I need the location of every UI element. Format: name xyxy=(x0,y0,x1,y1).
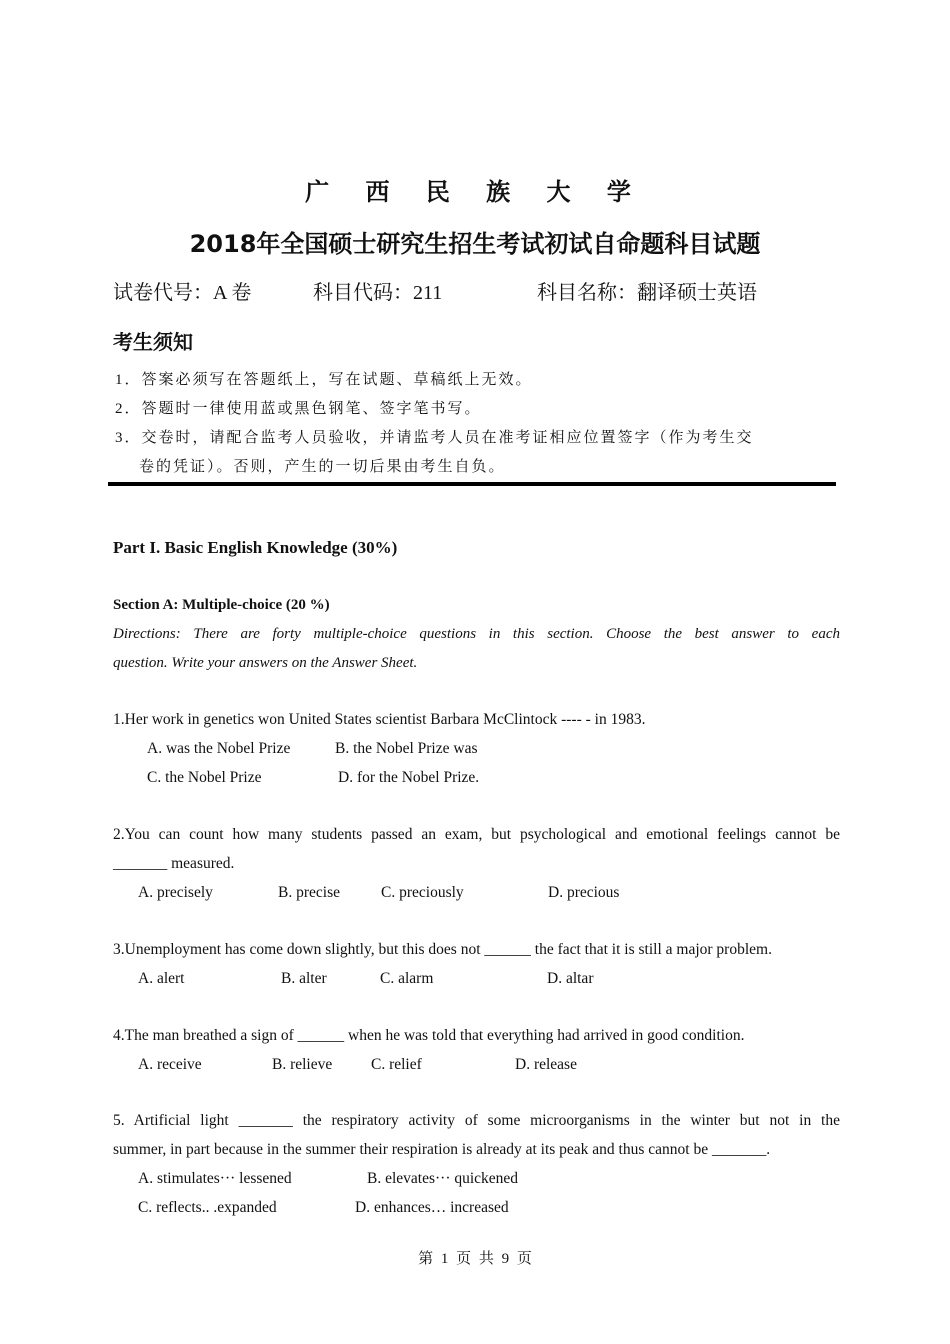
question-2: 2.You can count how many students passed an exam, but psychological and emotional feelings cannot be xyxy=(113,826,840,843)
q4-option-d: D. release xyxy=(515,1056,577,1073)
notice-item-3: 3．交卷时，请配合监考人员验收，并请监考人员在准考证相应位置签字（作为考生交 xyxy=(115,430,754,446)
question-2-cont: _______ measured. xyxy=(113,855,235,872)
q3-option-d: D. altar xyxy=(547,970,594,987)
notice-item-3-cont: 卷的凭证）。否则，产生的一切后果由考生自负。 xyxy=(139,459,506,475)
subject-name: 科目名称：翻译硕士英语 xyxy=(537,282,757,304)
q1-option-b: B. the Nobel Prize was xyxy=(335,740,478,757)
q3-option-b: B. alter xyxy=(281,970,327,987)
subject-code: 科目代码：211 xyxy=(313,282,443,304)
q2-option-d: D. precious xyxy=(548,884,620,901)
q5-option-c: C. reflects.. .expanded xyxy=(138,1199,277,1216)
q4-option-c: C. relief xyxy=(371,1056,422,1073)
exam-title: 2018年全国硕士研究生招生考试初试自命题科目试题 xyxy=(189,230,761,258)
q1-option-d: D. for the Nobel Prize. xyxy=(338,769,480,786)
q4-option-b: B. relieve xyxy=(272,1056,333,1073)
q4-option-a: A. receive xyxy=(138,1056,202,1073)
directions-line-2: question. Write your answers on the Answer Sheet. xyxy=(113,655,418,671)
q1-option-a: A. was the Nobel Prize xyxy=(147,740,291,757)
notice-title: 考生须知 xyxy=(113,330,193,354)
question-5: 5. Artificial light _______ the respiratory activity of some microorganisms in the winter but not in the xyxy=(113,1112,840,1129)
directions-line-1: Directions: There are forty multiple-choice questions in this section. Choose the best answer to each xyxy=(113,626,840,642)
q1-option-c: C. the Nobel Prize xyxy=(147,769,262,786)
page-number: 第 1 页 共 9 页 xyxy=(418,1251,532,1267)
question-3: 3.Unemployment has come down slightly, but this does not ______ the fact that it is still a major problem. xyxy=(113,941,772,958)
question-5-cont: summer, in part because in the summer their respiration is already at its peak and thus cannot be _______. xyxy=(113,1141,771,1158)
q5-option-b: B. elevates··· quickened xyxy=(367,1170,519,1187)
question-4: 4.The man breathed a sign of ______ when he was told that everything had arrived in good condition. xyxy=(113,1027,745,1044)
paper-code: 试卷代号：A 卷 xyxy=(113,282,252,304)
notice-item-2: 2．答题时一律使用蓝或黑色钢笔、签字笔书写。 xyxy=(115,401,482,417)
q2-option-b: B. precise xyxy=(278,884,340,901)
q3-option-c: C. alarm xyxy=(380,970,434,987)
part-title: Part I. Basic English Knowledge (30%) xyxy=(113,538,398,557)
university-title: 广 西 民 族 大 学 xyxy=(305,178,645,206)
q5-option-a: A. stimulates··· lessened xyxy=(138,1170,292,1187)
question-1: 1.Her work in genetics won United States scientist Barbara McClintock ---- - in 1983. xyxy=(113,711,646,728)
q3-option-a: A. alert xyxy=(138,970,185,987)
q2-option-a: A. precisely xyxy=(138,884,213,901)
q5-option-d: D. enhances… increased xyxy=(355,1199,509,1216)
header-divider xyxy=(108,482,836,486)
section-title: Section A: Multiple-choice (20 %) xyxy=(113,597,330,613)
q2-option-c: C. preciously xyxy=(381,884,464,901)
notice-item-1: 1．答案必须写在答题纸上，写在试题、草稿纸上无效。 xyxy=(115,372,533,388)
